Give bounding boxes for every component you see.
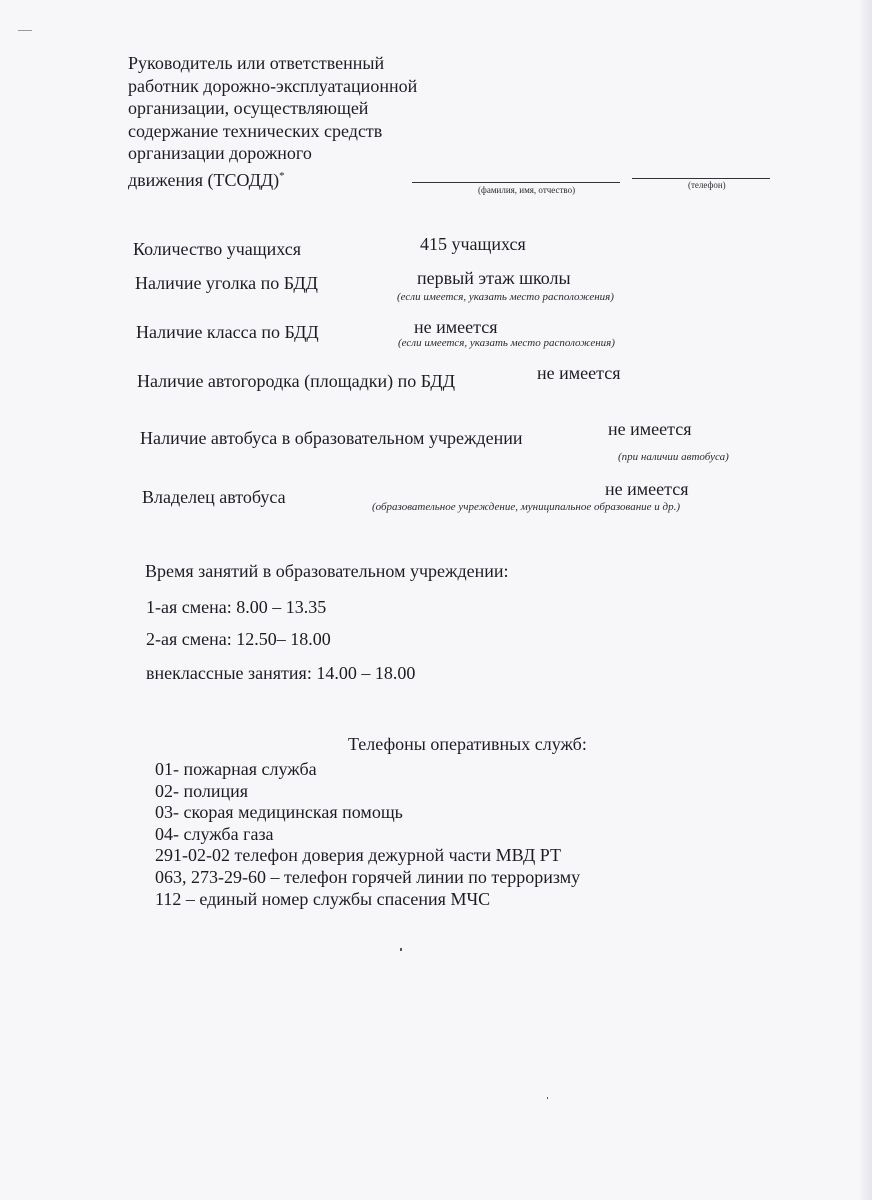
list-item: 02- полиция [155,780,249,801]
phone-caption: (телефон) [688,180,726,190]
schedule-title: Время занятий в образовательном учреждении: [145,561,509,581]
schedule-extra: внеклассные занятия: 14.00 – 18.00 [146,663,416,683]
owner-note: (образовательное учреждение, муниципальное образование и др.) [372,501,681,513]
heading-line-1: Руководитель или ответственный [128,53,385,73]
scan-speck [547,1097,548,1099]
bus-label: Наличие автобуса в образовательном учреждении [140,428,523,448]
owner-value: не имеется [605,479,689,499]
corner-note: (если имеется, указать место расположения) [397,291,614,303]
heading-line-6-text: движения (ТСОДД) [128,169,280,190]
asterisk: * [279,169,285,182]
heading-line-5: организации дорожного [128,143,312,163]
list-item: 063, 273-29-60 – телефон горячей линии по терроризму [155,866,581,887]
phones-title: Телефоны оперативных служб: [348,734,587,754]
class-note: (если имеется, указать место расположения) [398,337,615,349]
phone-line [632,178,770,179]
heading-line-2: работник дорожно-эксплуатационной [128,75,418,96]
list-item: 112 – единый номер службы спасения МЧС [155,888,491,909]
autotown-label: Наличие автогородка (площадки) по БДД [137,371,455,391]
scan-mark [18,30,32,31]
schedule-shift-1: 1-ая смена: 8.00 – 13.35 [146,597,327,617]
heading-line-6 [128,165,417,192]
owner-label: Владелец автобуса [142,487,286,507]
corner-value: первый этаж школы [417,268,571,288]
list-item: 04- служба газа [155,823,274,844]
schedule-shift-2: 2-ая смена: 12.50– 18.00 [146,629,331,649]
class-value: не имеется [414,317,498,337]
scan-speck [400,948,402,951]
scan-edge-shadow [858,0,872,1200]
fio-line [412,182,620,183]
phones-list [155,759,580,910]
class-label: Наличие класса по БДД [136,322,319,342]
list-item: 01- пожарная служба [155,759,317,779]
students-label: Количество учащихся [133,239,301,259]
fio-caption: (фамилия, имя, отчество) [478,185,576,195]
heading-line-4: содержание технических средств [128,120,383,141]
list-item: 291-02-02 телефон доверия дежурной части МВД РТ [155,845,561,866]
corner-label: Наличие уголка по БДД [135,273,318,293]
bus-note: (при наличии автобуса) [618,451,729,463]
students-value: 415 учащихся [420,234,526,254]
heading-line-3: организации, осуществляющей [128,98,369,118]
list-item: 03- скорая медицинская помощь [155,802,403,823]
responsible-person-heading [128,52,417,191]
bus-value: не имеется [608,419,692,439]
autotown-value: не имеется [537,363,621,383]
